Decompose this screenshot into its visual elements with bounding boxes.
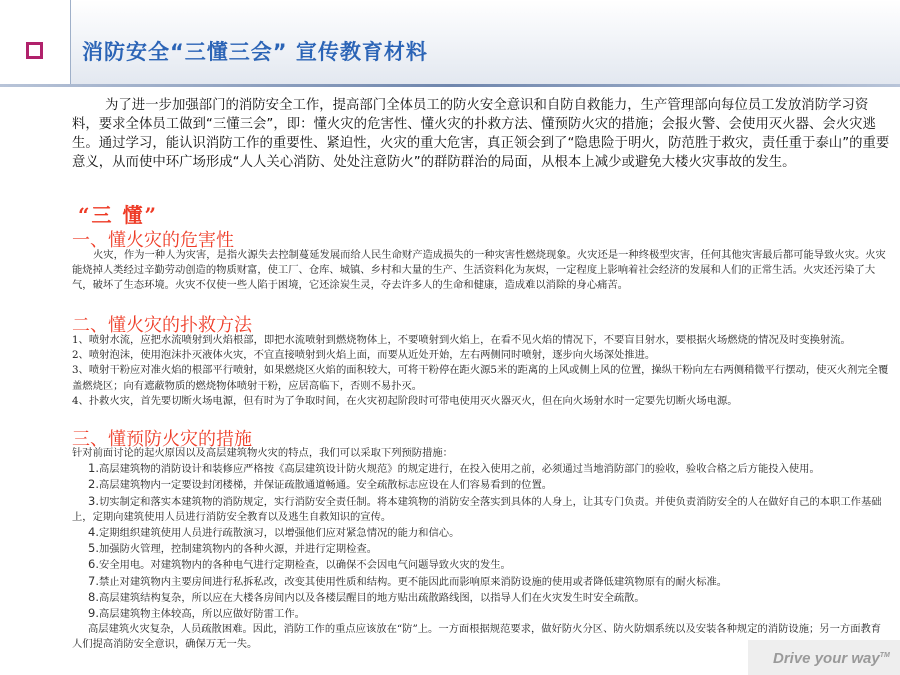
item-text: 定期组织建筑使用人员进行疏散演习，以增强他们应对紧急情况的能力和信心。 bbox=[98, 527, 460, 540]
item-text: 高层建筑结构复杂，所以应在大楼各房间内以及各楼层醒目的地方贴出疏散路线图，以指导人们在火灾发生时安全疏散。 bbox=[98, 591, 645, 604]
item-number: 7. bbox=[88, 573, 99, 588]
section-2-item: 2、喷射泡沫，使用泡沫扑灭液体火灾，不宜直接喷射到火焰上面，而要从近处开始，左右两侧同时喷射，逐步向火场深处推进。 bbox=[72, 349, 656, 362]
section-2-item: 4、扑救火灾，首先要切断火场电源，但有时为了争取时间，在火灾初起阶段时可带电使用灭火器灭火，但在向火场射水时一定要先切断火场电源。 bbox=[72, 394, 738, 407]
page-title: 消防安全“三懂三会” 宣传教育材料 bbox=[82, 40, 428, 64]
logo-text: Drive your way bbox=[773, 650, 880, 667]
list-item bbox=[72, 494, 890, 525]
section-3-body bbox=[72, 446, 890, 653]
item-text: 高层建筑物的消防设计和装修应严格按《高层建筑设计防火规范》的规定进行，在投入使用之前，必须通过当地消防部门的验收，验收合格之后方能投入使用。 bbox=[98, 463, 820, 476]
intro-paragraph: 为了进一步加强部门的消防安全工作，提高部门全体员工的防火安全意识和自防自救能力，生产管理部向每位员工发放消防学习资料，要求全体员工做到“三懂三会”，即：懂火灾的危害性、懂火灾的扑救方法、懂预防火灾的措施；会报火警、会使用灭火器、会火灾逃生。通过学习，能认识消防工作的重要性、紧迫性，火灾的重大危害，真正领会到了“隐患险于明火，防范胜于救灾，责任重于泰山”的重要意义，从而使中环广场形成“人人关心消防、处处注意防火”的群防群治的局面，从根本上减少或避免大楼火灾事故的发生。 bbox=[72, 98, 890, 170]
item-number: 2. bbox=[88, 477, 99, 492]
section-1-title: 一、懂火灾的危害性 bbox=[72, 230, 234, 251]
item-number: 4. bbox=[88, 525, 99, 540]
section-2-item: 3、喷射干粉应对准火焰的根部平行喷射，如果燃烧区火焰的面积较大，可将干粉停在距火源5米的距离的上风或侧上风的位置，操纵干粉向左右两侧稍微平行摆动，使灭火剂完全覆盖燃烧区；向有遮蔽物质的燃烧物体喷射干粉，应居高临下，否则不易扑灭。 bbox=[72, 364, 889, 392]
item-number: 6. bbox=[88, 557, 99, 572]
list-item bbox=[72, 477, 890, 493]
list-item bbox=[72, 461, 890, 477]
list-item bbox=[72, 590, 890, 606]
item-text: 安全用电。对建筑物内的各种电气进行定期检查，以确保不会因电气问题导致火灾的发生。 bbox=[98, 559, 511, 572]
item-text: 高层建筑物主体较高，所以应做好防雷工作。 bbox=[98, 608, 305, 621]
section-3-closing: 高层建筑火灾复杂，人员疏散困难。因此，消防工作的重点应该放在“防”上。一方面根据规范要求，做好防火分区、防火防烟系统以及安装各种规定的消防设施；另一方面教育人们提高消防安全意识，确保万无一失。 bbox=[72, 623, 882, 651]
item-text: 切实制定和落实本建筑物的消防规定，实行消防安全责任制。将本建筑物的消防安全落实到具体的人身上，让其专门负责。并使负责消防安全的人在做好自己的本职工作基础上，定期向建筑使用人员进行消防安全教育以及逃生自救知识的宣传。 bbox=[72, 495, 882, 523]
list-item bbox=[72, 606, 890, 622]
square-bullet-icon bbox=[26, 42, 43, 59]
list-item bbox=[72, 557, 890, 573]
item-text: 加强防火管理，控制建筑物内的各种火源，并进行定期检查。 bbox=[98, 543, 377, 556]
three-understand-heading: “三 懂” bbox=[78, 203, 158, 227]
section-3-title: 三、懂预防火灾的措施 bbox=[72, 429, 252, 450]
item-number: 3. bbox=[88, 493, 99, 508]
item-number: 9. bbox=[88, 606, 99, 621]
header-underline bbox=[0, 84, 900, 87]
item-text: 禁止对建筑物内主要房间进行私拆私改，改变其使用性质和结构。更不能因此而影响原来消防设施的使用或者降低建筑物原有的耐火标准。 bbox=[98, 575, 728, 588]
item-number: 5. bbox=[88, 541, 99, 556]
logo-trademark: TM bbox=[879, 652, 890, 659]
list-item bbox=[72, 525, 890, 541]
list-item bbox=[72, 541, 890, 557]
section-3-lead: 针对前面讨论的起火原因以及高层建筑物火灾的特点，我们可以采取下列预防措施： bbox=[72, 447, 453, 459]
item-number: 1. bbox=[88, 461, 99, 476]
brand-logo bbox=[773, 650, 890, 667]
header-divider bbox=[70, 0, 71, 84]
list-item bbox=[72, 574, 890, 590]
item-number: 8. bbox=[88, 589, 99, 604]
section-2-list bbox=[72, 333, 890, 409]
section-2-title: 二、懂火灾的扑救方法 bbox=[72, 315, 252, 336]
section-2-item: 1、喷射水流，应把水流喷射到火焰根部，即把水流喷射到燃烧物体上，不要喷射到火焰上，在看不见火焰的情况下，不要盲目射水，要根据火场燃烧的情况及时变换射流。 bbox=[72, 334, 851, 346]
section-1-body: 火灾，作为一种人为灾害，是指火源失去控制蔓延发展而给人民生命财产造成损失的一种灾害性燃烧现象。火灾还是一种终极型灾害，任何其他灾害最后都可能导致火灾。火灾能烧掉人类经过辛勤劳动创造的物质财富，使工厂、仓库、城镇、乡村和大量的生产、生活资料化为灰烬，一定程度上影响着社会经济的发展和人们的正常生活。火灾还污染了大气，破坏了生态环境。火灾不仅使一些人陷于困境，它还涂炭生灵，夺去许多人的生命和健康，造成难以消除的身心痛苦。 bbox=[72, 249, 886, 292]
item-text: 高层建筑物内一定要设封闭楼梯，并保证疏散通道畅通。安全疏散标志应设在人们容易看到的位置。 bbox=[98, 479, 553, 492]
